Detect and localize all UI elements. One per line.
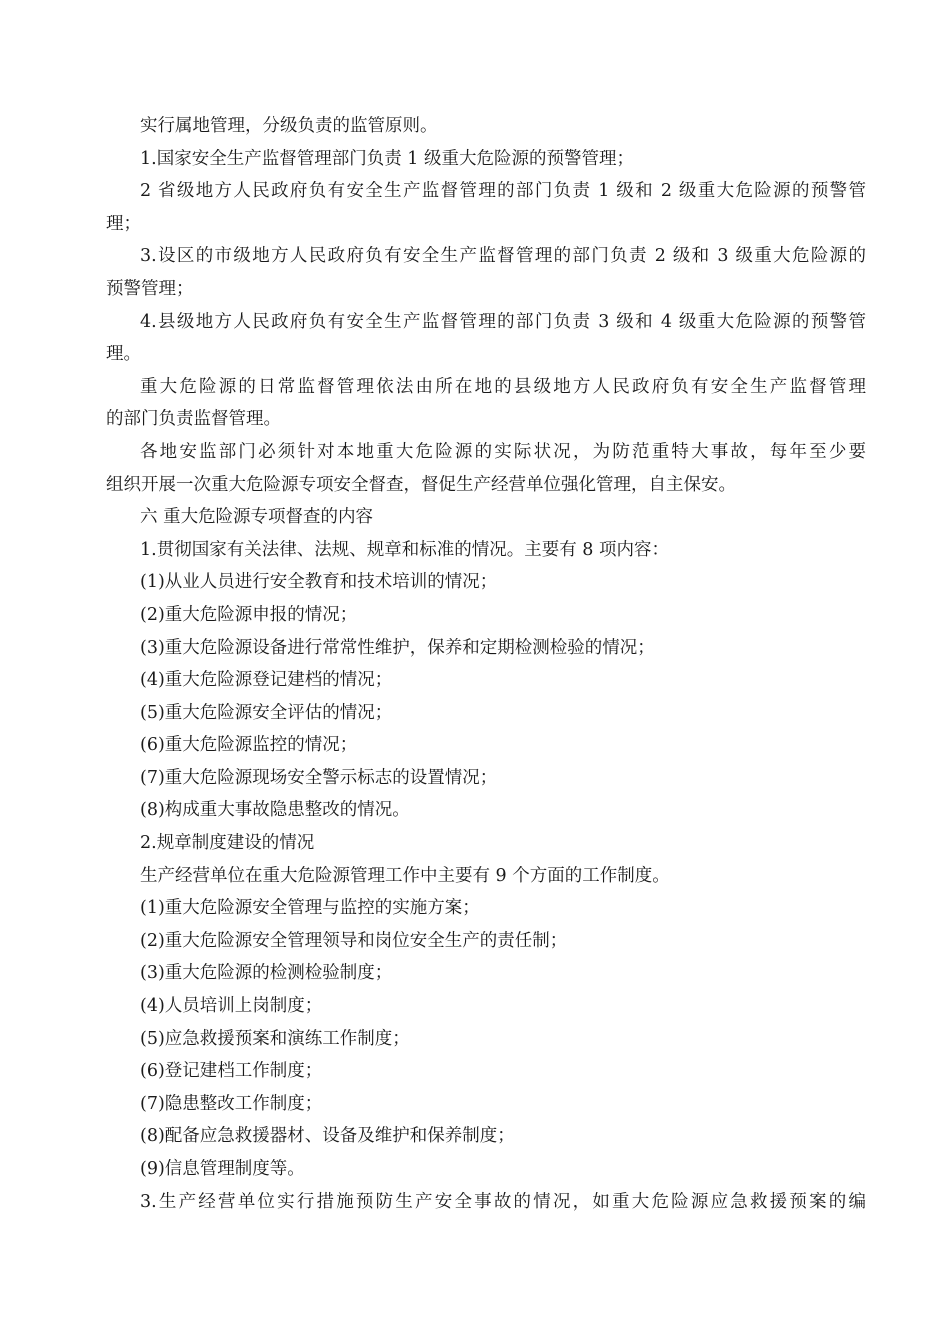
text-line: 理； — [106, 213, 141, 234]
text-line: 各地安监部门必须针对本地重大危险源的实际状况，为防范重特大事故，每年至少要 — [140, 441, 866, 462]
text-line: (3)重大危险源设备进行常常性维护，保养和定期检测检验的情况； — [140, 637, 655, 658]
text-line: (9)信息管理制度等。 — [140, 1159, 305, 1179]
text-line: (6)登记建档工作制度； — [140, 1061, 323, 1082]
text-line: 六 重大危险源专项督查的内容 — [140, 507, 374, 528]
text-line: 重大危险源的日常监督管理依法由所在地的县级地方人民政府负有安全生产监督管理 — [140, 376, 866, 397]
text-line: 实行属地管理，分级负责的监管原则。 — [140, 116, 438, 136]
text-line: (4)人员培训上岗制度； — [140, 996, 323, 1017]
text-line: 预警管理； — [106, 278, 194, 299]
text-line: (1)重大危险源安全管理与监控的实施方案； — [140, 898, 480, 919]
text-line: (7)隐患整改工作制度； — [140, 1093, 323, 1114]
document-body — [106, 110, 866, 1218]
text-line: (6)重大危险源监控的情况； — [140, 735, 358, 756]
text-line: (5)应急救援预案和演练工作制度； — [140, 1028, 410, 1049]
text-line: 3.生产经营单位实行措施预防生产安全事故的情况，如重大危险源应急救援预案的编 — [140, 1191, 866, 1212]
text-line: (7)重大危险源现场安全警示标志的设置情况； — [140, 767, 498, 788]
text-line: 组织开展一次重大危险源专项安全督查，督促生产经营单位强化管理，自主保安。 — [106, 474, 736, 495]
text-line: 2 省级地方人民政府负有安全生产监督管理的部门负责 1 级和 2 级重大危险源的预警管 — [140, 181, 866, 202]
text-line: (2)重大危险源安全管理领导和岗位安全生产的责任制； — [140, 930, 568, 951]
text-line: 1.贯彻国家有关法律、法规、规章和标准的情况。主要有 8 项内容： — [140, 539, 669, 560]
text-line: (2)重大危险源申报的情况； — [140, 604, 358, 625]
text-line: (4)重大危险源登记建档的情况； — [140, 670, 393, 691]
text-line: 1.国家安全生产监督管理部门负责 1 级重大危险源的预警管理； — [140, 148, 634, 169]
text-line: (1)从业人员进行安全教育和技术培训的情况； — [140, 572, 498, 593]
text-line: 2.规章制度建设的情况 — [140, 833, 315, 854]
text-line: (8)构成重大事故隐患整改的情况。 — [140, 800, 410, 821]
text-line: 生产经营单位在重大危险源管理工作中主要有 9 个方面的工作制度。 — [140, 865, 670, 886]
text-line: 3.设区的市级地方人民政府负有安全生产监督管理的部门负责 2 级和 3 级重大危险源的 — [140, 246, 866, 267]
text-line: 理。 — [106, 344, 141, 365]
text-line: (8)配备应急救援器材、设备及维护和保养制度； — [140, 1126, 515, 1147]
text-line: (5)重大危险源安全评估的情况； — [140, 702, 393, 723]
text-line: 4.县级地方人民政府负有安全生产监督管理的部门负责 3 级和 4 级重大危险源的预警管 — [140, 311, 866, 332]
text-line: 的部门负责监督管理。 — [106, 409, 281, 430]
text-line: (3)重大危险源的检测检验制度； — [140, 963, 393, 984]
